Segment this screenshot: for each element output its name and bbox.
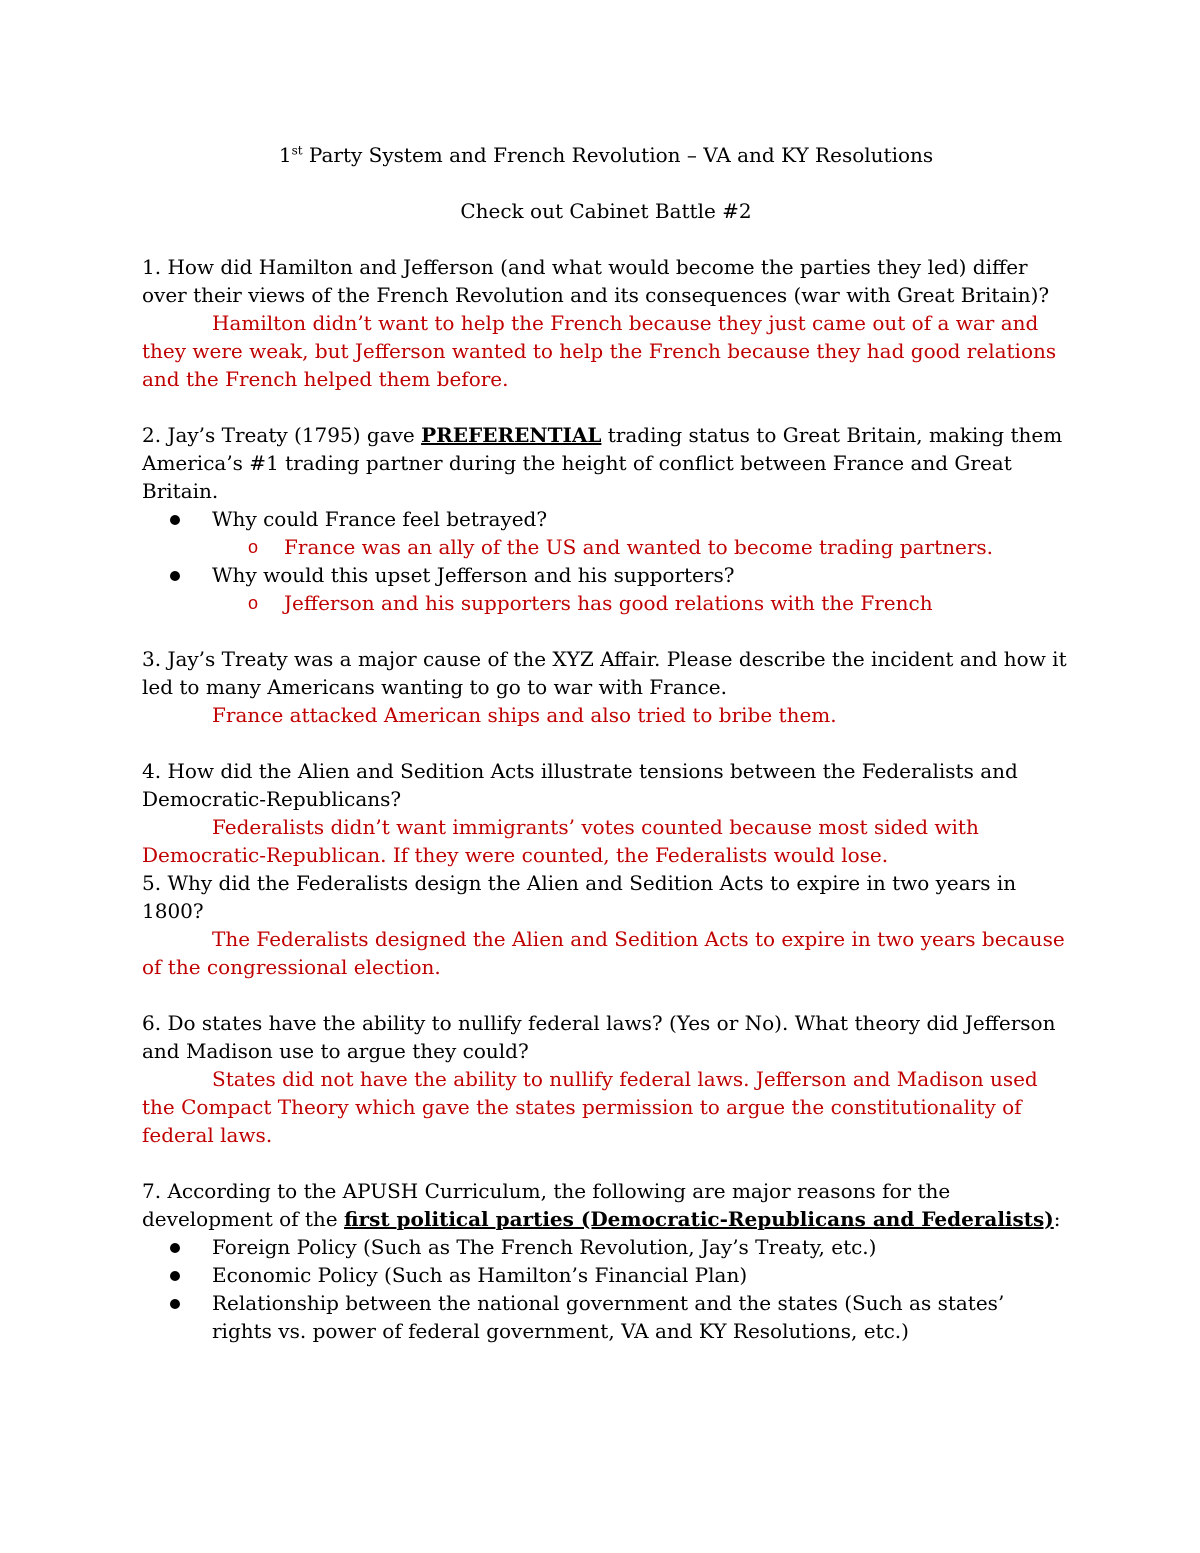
question-2-bullets [142, 505, 1070, 617]
bullet-item: Foreign Policy (Such as The French Revolution, Jay’s Treaty, etc.) [142, 1233, 1070, 1261]
answer-4-text: Federalists didn’t want immigrants’ votes counted because most sided with Democratic-Republican. If they were counted, the Federalists would lose. [142, 815, 979, 867]
bullet-answer: o Jefferson and his supporters has good relations with the French [142, 589, 1070, 617]
bullet-item: Relationship between the national government and the states (Such as states’ rights vs. power of federal government, VA and KY Resolutions, etc.) [142, 1289, 1070, 1345]
bullet-item: Why would this upset Jefferson and his supporters? [142, 561, 1070, 589]
question-7-pre: 7. According to the APUSH Curriculum, the following are major reasons for the development of the [142, 1179, 951, 1231]
answer-6 [142, 1065, 1070, 1149]
question-5: 5. Why did the Federalists design the Alien and Sedition Acts to expire in two years in 1800? [142, 871, 1017, 923]
title-text: Party System and French Revolution – VA and KY Resolutions [302, 143, 934, 167]
question-3: 3. Jay’s Treaty was a major cause of the XYZ Affair. Please describe the incident and how it led to many Americans wanting to go to war with France. [142, 647, 1067, 699]
title-superscript: st [291, 143, 303, 158]
question-7 [142, 1177, 1070, 1233]
bullet-item: Economic Policy (Such as Hamilton’s Financial Plan) [142, 1261, 1070, 1289]
bullet-item: Why could France feel betrayed? [142, 505, 1070, 533]
question-2-emphasis: PREFERENTIAL [421, 423, 602, 447]
document-title [142, 141, 1070, 169]
question-1: 1. How did Hamilton and Jefferson (and what would become the parties they led) differ over their views of the French Revolution and its consequences (war with Great Britain)? [142, 255, 1050, 307]
answer-5 [142, 925, 1070, 981]
answer-3 [142, 701, 1070, 729]
answer-1 [142, 309, 1070, 393]
answer-6-text: States did not have the ability to nullify federal laws. Jefferson and Madison used the Compact Theory which gave the states permission to argue the constitutionality of federal laws. [142, 1067, 1038, 1147]
document-subtitle: Check out Cabinet Battle #2 [460, 199, 752, 223]
question-2-pre: 2. Jay’s Treaty (1795) gave [142, 423, 422, 447]
question-7-emphasis: first political parties (Democratic-Republicans and Federalists) [344, 1207, 1054, 1231]
question-2-post: trading status to Great Britain, making them America’s #1 trading partner during the height of conflict between France and Great Britain. [142, 423, 1063, 503]
answer-1-text: Hamilton didn’t want to help the French because they just came out of a war and they were weak, but Jefferson wanted to help the French because they had good relations and the French helped them before. [142, 311, 1057, 391]
question-2 [142, 421, 1070, 505]
question-7-post: : [1053, 1207, 1061, 1231]
answer-3-text: France attacked American ships and also tried to bribe them. [212, 703, 837, 727]
answer-5-text: The Federalists designed the Alien and Sedition Acts to expire in two years because of the congressional election. [142, 927, 1065, 979]
question-4: 4. How did the Alien and Sedition Acts illustrate tensions between the Federalists and Democratic-Republicans? [142, 759, 1018, 811]
answer-4 [142, 813, 1070, 869]
question-7-bullets [142, 1233, 1070, 1345]
question-6: 6. Do states have the ability to nullify federal laws? (Yes or No). What theory did Jefferson and Madison use to argue they could? [142, 1011, 1056, 1063]
bullet-answer: o France was an ally of the US and wanted to become trading partners. [142, 533, 1070, 561]
title-number: 1 [278, 143, 292, 167]
